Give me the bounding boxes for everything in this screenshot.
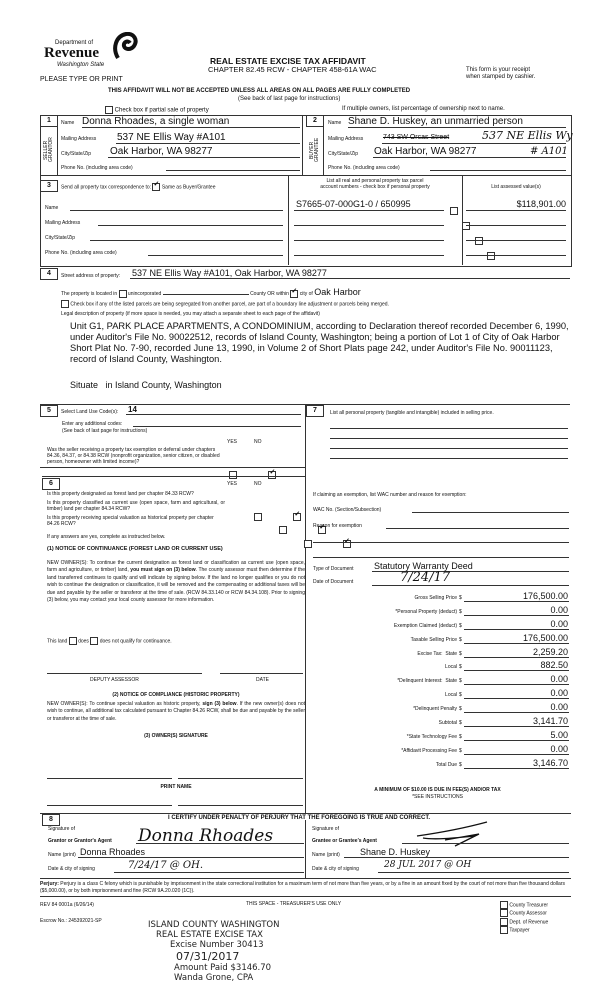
buyer-city-field[interactable]: Oak Harbor, WA 98277	[374, 146, 477, 157]
notice-compliance-title: (2) NOTICE OF COMPLIANCE (HISTORIC PROPERTY)	[112, 692, 240, 698]
partial-sale-checkbox[interactable]	[105, 106, 113, 114]
land-use-field[interactable]: 14	[128, 405, 137, 414]
section5-see-back: (See back of last page for instructions)	[62, 428, 148, 434]
see-back-note: (See back of last page for instructions)	[238, 96, 341, 102]
perjury-notice: Perjury: Perjury is a class C felony which is punishable by imprisonment in the state correctional institution for a maximum term of not more than five years, or by a fine in an amount fixed by the court of not more than five thousand dollars ($5,000.00), or by both imprisonment and fine (RCW 9A.20.020 (1C)).	[40, 881, 565, 894]
correspondence-label: Send all property tax correspondence to:	[61, 184, 152, 191]
taxable-selling-price[interactable]: 176,500.00	[522, 633, 568, 643]
tax-label: *Affidavit Processing Fee	[401, 748, 457, 754]
dept-of-text: Department of	[55, 40, 94, 46]
unincorporated-checkbox[interactable]	[119, 290, 127, 298]
additional-codes-field[interactable]	[133, 426, 301, 427]
section-6-number: 6	[42, 478, 60, 490]
buyer-phone-field[interactable]	[430, 170, 566, 171]
escrow-row: Escrow No.: 245392021-SP	[40, 918, 102, 924]
land-use-label: Select Land Use Code(s):	[61, 409, 119, 415]
personal-property-label: List all personal property (tangible and intangible) included in selling price.	[330, 410, 494, 416]
multiple-owners-note: If multiple owners, list percentage of ownership next to name.	[342, 106, 505, 112]
section-8-number: 8	[42, 814, 60, 826]
form-title: REAL ESTATE EXCISE TAX AFFIDAVIT	[210, 56, 366, 66]
excise-tax-state[interactable]: 2,259.20	[532, 647, 568, 657]
certify-statement: I CERTIFY UNDER PENALTY OF PERJURY THAT THE FOREGOING IS TRUE AND CORRECT.	[168, 815, 431, 821]
grantee-name-field[interactable]: Shane D. Huskey	[360, 847, 431, 857]
delinquent-penalty[interactable]: 0.00	[550, 702, 568, 712]
seller-side-label: SELLER GRANTOR	[43, 137, 54, 163]
reason-field[interactable]	[386, 528, 569, 529]
copy-county-assessor[interactable]: County Assessor	[500, 909, 548, 917]
section-7-number: 7	[306, 405, 324, 417]
tax-label: Exemption Claimed (deduct)	[393, 623, 457, 629]
buyer-mailing-struck: 743 SW Orcas Street	[383, 134, 450, 141]
forest-yes-checkbox[interactable]	[254, 513, 262, 521]
form-chapter: CHAPTER 82.45 RCW - CHAPTER 458-61A WAC	[208, 65, 377, 74]
segregated-row: Check box if any of the listed parcels are being segregated from another parcel, are part of a boundary line adjustment or parcels being merged.	[61, 300, 389, 308]
grantee-date-field[interactable]: 28 JUL 2017 @ OH	[384, 860, 472, 870]
assessed-value-header: List assessed value(s)	[491, 184, 541, 190]
section-1-number: 1	[40, 115, 58, 127]
copy-dept-revenue[interactable]: Dept. of Revenue	[500, 918, 548, 926]
grantor-signature-field[interactable]: Donna Rhoades	[138, 826, 274, 846]
notice-continuance-title: (1) NOTICE OF CONTINUANCE (FOREST LAND OR CURRENT USE)	[47, 546, 223, 552]
stamp-amount-paid: Amount Paid $3146.70	[174, 963, 272, 973]
tax-label: Gross Selling Price	[414, 595, 457, 601]
tax-label: Taxable Selling Price	[410, 637, 457, 643]
doc-type-field[interactable]: Statutory Warranty Deed	[374, 561, 473, 571]
reason-label: Reason for exemption	[313, 523, 362, 529]
personal-property-checkbox[interactable]	[450, 207, 458, 215]
grantor-date-field[interactable]: 7/24/17 @ OH.	[128, 860, 204, 871]
receipt-note-2: when stamped by cashier.	[466, 74, 536, 80]
exemption-claimed[interactable]: 0.00	[550, 619, 568, 629]
warning-banner: THIS AFFIDAVIT WILL NOT BE ACCEPTED UNLESS ALL AREAS ON ALL PAGES ARE FULLY COMPLETED	[108, 88, 411, 94]
notice-continuance-text: NEW OWNER(S): To continue the current designation as forest land or classification as current use (open space, farm and agriculture, or timber) land, you must sign on (3) below. The county assessor must then determine if the land transferred continues to qualify and will indicate by signing below. If the land no longer qualifies or you do not wish to continue the designation or classification, it will be removed and the compensating or additional taxes will be due and payable by the seller or transferor at the time of sale. (RCW 84.33.140 or RCW 84.34.108). Prior to signing (3) below, you may contact your local county assessor for more information.	[47, 560, 305, 604]
please-print: PLEASE TYPE OR PRINT	[40, 76, 123, 83]
exemption-claim-label: If claiming an exemption, list WAC number and reason for exemption:	[313, 492, 467, 498]
tax-label: *State Technology Fee	[406, 734, 457, 740]
corr-phone-field[interactable]	[148, 255, 283, 256]
section-2-number: 2	[306, 115, 324, 127]
corr-name-field[interactable]	[70, 210, 283, 211]
reason-field-2[interactable]	[313, 542, 569, 543]
corr-phone-label: Phone No. (including area code)	[45, 250, 117, 256]
tax-label: *Delinquent Penalty	[413, 706, 457, 712]
seller-city-label: City/State/Zip	[61, 151, 92, 157]
situate-text: Situate in Island County, Washington	[70, 380, 222, 390]
seller-mailing-label: Mailing Address	[61, 136, 97, 142]
corr-mailing-label: Mailing Address	[45, 220, 81, 226]
segregated-checkbox[interactable]	[61, 300, 69, 308]
date-label: DATE	[256, 677, 269, 683]
buyer-mailing-handwritten[interactable]: 537 NE Ellis Wy	[482, 129, 573, 142]
tax-label: Excise Tax: State	[417, 651, 457, 657]
seller-city-field[interactable]: Oak Harbor, WA 98277	[110, 146, 213, 157]
minimum-due-note: A MINIMUM OF $10.00 IS DUE IN FEE(S) AND/OR TAX	[374, 787, 501, 793]
wac-field[interactable]	[412, 512, 569, 513]
treasurer-use-label: THIS SPACE - TREASURER'S USE ONLY	[246, 901, 342, 907]
seller-name-label: Name	[61, 120, 75, 126]
grantee-sig-label-1: Signature of	[312, 826, 339, 832]
current-use-question: Is this property classified as current use (open space, farm and agricultural, or timber) land per chapter 84.34 RCW?	[47, 500, 225, 512]
partial-sale-checkbox-row[interactable]	[105, 106, 209, 115]
revenue-text: Revenue	[44, 45, 99, 61]
delinquent-interest-state[interactable]: 0.00	[550, 674, 568, 684]
tax-label: Total Due	[435, 762, 457, 768]
wac-label: WAC No. (Section/Subsection)	[313, 507, 382, 513]
grantor-name-field[interactable]: Donna Rhoades	[80, 847, 146, 857]
corr-city-field[interactable]	[90, 240, 283, 241]
owner-signature-title: (3) OWNER(S) SIGNATURE	[144, 733, 208, 739]
tax-label: Local	[445, 664, 457, 670]
state-technology-fee[interactable]: 5.00	[550, 730, 568, 740]
exemption-yes-checkbox[interactable]	[229, 471, 237, 479]
grantor-sig-label-1: Signature of	[48, 826, 75, 832]
buyer-name-label: Name	[328, 120, 342, 126]
assessor-date-field[interactable]	[220, 673, 303, 674]
stamp-date: 07/31/2017	[176, 950, 240, 963]
same-as-buyer-checkbox[interactable]	[152, 183, 160, 191]
owner-signature-field-1[interactable]	[47, 778, 172, 779]
no-header: NO	[254, 439, 262, 445]
section-5-number: 5	[40, 405, 58, 417]
historic-yes-checkbox[interactable]	[304, 540, 312, 548]
street-label: Street address of property:	[61, 273, 121, 279]
city-checkbox[interactable]	[290, 290, 298, 298]
seller-name-field[interactable]: Donna Rhoades, a single woman	[82, 116, 230, 127]
state-text: Washington State	[57, 62, 105, 68]
corr-mailing-field[interactable]	[98, 225, 283, 226]
grantee-date-label: Date & city of signing	[312, 866, 359, 872]
does-not-qualify-checkbox[interactable]	[90, 637, 98, 645]
subtotal[interactable]: 3,141.70	[532, 716, 568, 726]
excise-tax-local[interactable]: 882.50	[540, 660, 568, 670]
owner-signature-field-2[interactable]	[178, 778, 303, 779]
deputy-assessor-label: DEPUTY ASSESSOR	[90, 677, 139, 683]
city-field[interactable]: Oak Harbor	[314, 287, 361, 297]
seller-mailing-field[interactable]: 537 NE Ellis Way #A101	[117, 132, 226, 143]
tax-label: Local	[445, 692, 457, 698]
copy-taxpayer[interactable]: Taxpayer	[500, 926, 548, 934]
parcel-number[interactable]: S7665-07-000G1-0 / 650995	[296, 199, 411, 209]
corr-name-label: Name	[45, 205, 59, 211]
gross-selling-price[interactable]: 176,500.00	[522, 591, 568, 601]
buyer-mailing-label: Mailing Address	[328, 136, 364, 142]
grantee-name-label: Name (print)	[312, 852, 340, 858]
buyer-phone-label: Phone No. (including area code)	[328, 165, 400, 171]
copy-county-treasurer[interactable]: County Treasurer	[500, 901, 548, 909]
tax-label: *Personal Property (deduct)	[395, 609, 457, 615]
s6-yes-header: YES	[227, 481, 238, 487]
forest-land-question: Is this property designated as forest land per chapter 84.33 RCW?	[47, 491, 194, 497]
escrow-number: 245392021-SP	[68, 918, 102, 924]
tax-label: *Delinquent Interest: State	[397, 678, 457, 684]
dor-logo	[38, 30, 138, 76]
county-field[interactable]	[163, 294, 249, 295]
location-row: The property is located in unincorporated County OR within ✓ city of Oak Harbor	[61, 287, 361, 298]
personal-property-line-2[interactable]	[330, 438, 568, 439]
print-name-field-2[interactable]	[178, 805, 303, 806]
buyer-city-label: City/State/Zip	[328, 151, 359, 157]
s6-no-header: NO	[254, 481, 262, 487]
tax-label: Subtotal	[438, 720, 457, 726]
additional-codes-label: Enter any additional codes:	[62, 421, 123, 427]
reason-field-3[interactable]	[313, 557, 569, 558]
buyer-unit-handwritten[interactable]: # A101	[530, 146, 568, 157]
exemption-question: Was the seller receiving a property tax exemption or deferral under chapters 84.36, 84.37, or 84.38 RCW (nonprofit organization, senior citizen, or disabled person, homeowner with limited income)?	[47, 447, 220, 465]
see-instructions-note: *SEE INSTRUCTIONS	[412, 794, 463, 800]
historic-question: Is this property receiving special valuation as historical property per chapter 84.26 RCW?	[47, 515, 214, 527]
forest-no-checkbox[interactable]	[293, 513, 301, 521]
print-name-label: PRINT NAME	[160, 784, 192, 790]
correspondence-row	[61, 183, 215, 191]
yes-header: YES	[227, 439, 238, 445]
assessed-value[interactable]: $118,901.00	[516, 199, 566, 209]
print-name-field-1[interactable]	[47, 805, 172, 806]
parcel-header: List all real and personal property tax parcel account numbers - check box if personal property	[320, 178, 430, 190]
total-due[interactable]: 3,146.70	[532, 758, 568, 768]
delinquent-interest-local[interactable]: 0.00	[550, 688, 568, 698]
dor-swoosh-icon	[112, 32, 138, 60]
grantor-name-label: Name (print)	[48, 852, 76, 858]
seller-phone-label: Phone No. (including area code)	[61, 165, 133, 171]
personal-property-line-4[interactable]	[330, 458, 568, 459]
corr-city-label: City/State/Zip	[45, 235, 76, 241]
form-revision: REV 84 0001a (6/26/14)	[40, 902, 94, 908]
does-qualify-checkbox[interactable]	[69, 637, 77, 645]
personal-property-line-3[interactable]	[330, 448, 568, 449]
legal-description-field[interactable]: Unit G1, PARK PLACE APARTMENTS, A CONDOMINIUM, according to Declaration thereof recorded December 6, 1990, under Auditor's File No. 90022512, records of Island County, Washington; being a portion of Lot 1 of City of Oak Harbor Short Plat No. 7-90, recorded June 13, 1990, in Volume 2 of Short Plats page 242, under Auditor's File No. 90011123, record of Island County, Washington.	[70, 321, 569, 364]
doc-type-label: Type of Document	[313, 566, 354, 572]
buyer-side-label: BUYER GRANTEE	[309, 137, 320, 163]
doc-date-label: Date of Document	[313, 579, 354, 585]
personal-property-deduct[interactable]: 0.00	[550, 605, 568, 615]
affidavit-processing-fee[interactable]: 0.00	[550, 744, 568, 754]
street-address-field[interactable]: 537 NE Ellis Way #A101, Oak Harbor, WA 98277	[132, 268, 327, 278]
partial-sale-label: Check box if partial sale of property	[114, 107, 209, 114]
buyer-name-field[interactable]: Shane D. Huskey, an unmarried person	[348, 116, 523, 127]
if-yes-note: If any answers are yes, complete as instructed below.	[47, 534, 166, 540]
doc-date-field[interactable]: 7/24/17	[400, 570, 451, 585]
legal-description-label: Legal description of property (if more space is needed, you may attach a separate sheet to each page of the affidavit)	[61, 311, 320, 317]
seller-phone-field[interactable]	[166, 170, 300, 171]
current-use-yes-checkbox[interactable]	[279, 526, 287, 534]
grantor-sig-label-2: Grantor or Grantor's Agent	[48, 838, 112, 844]
historic-no-checkbox[interactable]	[343, 540, 351, 548]
personal-property-line-1[interactable]	[330, 428, 568, 429]
same-as-buyer-label: Same as Buyer/Grantee	[161, 184, 216, 191]
continuance-row: This land does does not qualify for continuance.	[47, 638, 172, 645]
exemption-no-checkbox[interactable]	[268, 471, 276, 479]
receipt-note-1: This form is your receipt	[466, 67, 531, 73]
grantor-date-label: Date & city of signing	[48, 866, 95, 872]
grantee-sig-label-2: Grantee or Grantee's Agent	[312, 838, 377, 844]
deputy-assessor-signature-field[interactable]	[47, 673, 202, 674]
section-4-number: 4	[40, 268, 58, 280]
copy-distribution	[500, 901, 548, 934]
notice-compliance-text: NEW OWNER(S): To continue special valuation as historic property, sign (3) below. If the new owner(s) does not wish to continue, all additional tax calculated pursuant to Chapter 84.26 RCW, shall be due and payable by the seller or transferor at the time of sale.	[47, 701, 305, 722]
section-3-number: 3	[40, 180, 58, 192]
